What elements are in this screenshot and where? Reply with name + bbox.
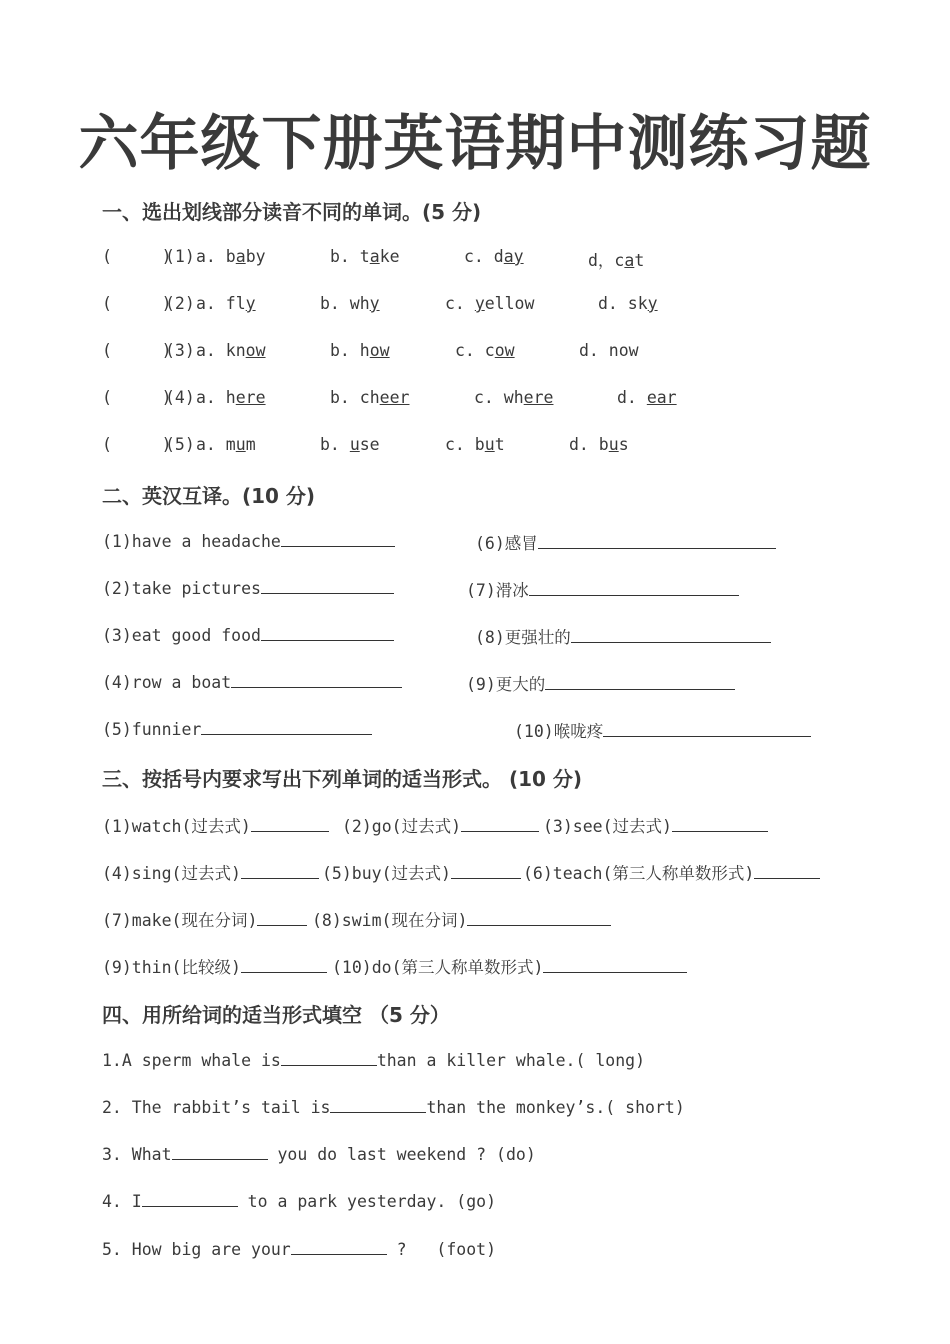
- answer-blank[interactable]: [281, 1049, 377, 1066]
- answer-blank[interactable]: [261, 624, 394, 641]
- option-a: a. mum: [196, 435, 256, 454]
- answer-blank[interactable]: [172, 1143, 268, 1160]
- translation-item: (6)感冒: [475, 530, 776, 554]
- option-b: b. use: [320, 435, 380, 454]
- answer-blank[interactable]: [261, 577, 394, 594]
- question-number: (5): [165, 435, 195, 454]
- word-form-item: (6)teach(第三人称单数形式): [523, 860, 820, 884]
- answer-blank[interactable]: [251, 815, 329, 832]
- fill-blank-item: 4. I to a park yesterday. (go): [102, 1192, 497, 1211]
- word-form-item: (8)swim(现在分词): [312, 907, 611, 931]
- translation-item: (5)funnier: [102, 718, 372, 739]
- word-form-item: (5)buy(过去式): [322, 860, 521, 884]
- option-c: c. cow: [455, 341, 515, 360]
- translation-item: (10)喉咙疼: [514, 718, 811, 742]
- translation-item: (2)take pictures: [102, 577, 394, 598]
- option-a: a. baby: [196, 247, 266, 266]
- question-number: (2): [165, 294, 195, 313]
- translation-item: (7)滑冰: [466, 577, 739, 601]
- option-a: a. know: [196, 341, 266, 360]
- option-a: a. here: [196, 388, 266, 407]
- answer-blank[interactable]: [241, 956, 327, 973]
- option-c: c. yellow: [445, 294, 535, 313]
- answer-bracket[interactable]: ( ): [102, 388, 172, 407]
- answer-blank[interactable]: [529, 579, 739, 596]
- question-number: (3): [165, 341, 195, 360]
- answer-blank[interactable]: [231, 671, 402, 688]
- word-form-item: (7)make(现在分词): [102, 907, 307, 931]
- answer-bracket[interactable]: ( ): [102, 341, 172, 360]
- option-a: a. fly: [196, 294, 256, 313]
- answer-blank[interactable]: [291, 1238, 387, 1255]
- answer-blank[interactable]: [201, 718, 372, 735]
- answer-blank[interactable]: [451, 862, 521, 879]
- answer-blank[interactable]: [545, 673, 735, 690]
- answer-blank[interactable]: [330, 1096, 426, 1113]
- translation-item: (1)have a headache: [102, 530, 395, 551]
- fill-blank-item: 2. The rabbit’s tail is than the monkey’s.( short): [102, 1098, 685, 1117]
- section-4-heading: 四、用所给词的适当形式填空 （5 分）: [102, 1003, 450, 1027]
- option-d: d. bus: [569, 435, 629, 454]
- option-d: d. sky: [598, 294, 658, 313]
- answer-blank[interactable]: [672, 815, 768, 832]
- answer-blank[interactable]: [142, 1190, 238, 1207]
- option-b: b. cheer: [330, 388, 410, 407]
- page-title: 六年级下册英语期中测练习题: [78, 109, 872, 179]
- option-b: b. why: [320, 294, 380, 313]
- section-1-heading: 一、选出划线部分读音不同的单词。(5 分): [102, 200, 482, 224]
- answer-blank[interactable]: [754, 862, 820, 879]
- option-b: b. take: [330, 247, 400, 266]
- option-d: d. now: [579, 341, 639, 360]
- translation-item: (8)更强壮的: [475, 624, 771, 648]
- word-form-item: (3)see(过去式): [543, 813, 768, 837]
- answer-blank[interactable]: [257, 909, 307, 926]
- translation-item: (4)row a boat: [102, 671, 402, 692]
- answer-blank[interactable]: [281, 530, 395, 547]
- option-d: d. ear: [617, 388, 677, 407]
- answer-bracket[interactable]: ( ): [102, 435, 172, 454]
- option-c: c. but: [445, 435, 505, 454]
- word-form-item: (9)thin(比较级): [102, 954, 327, 978]
- option-b: b. how: [330, 341, 390, 360]
- answer-blank[interactable]: [543, 956, 687, 973]
- word-form-item: (10)do(第三人称单数形式): [332, 954, 687, 978]
- answer-blank[interactable]: [467, 909, 611, 926]
- question-number: (1): [165, 247, 195, 266]
- answer-bracket[interactable]: ( ): [102, 294, 172, 313]
- fill-blank-item: 3. What you do last weekend ? (do): [102, 1145, 536, 1164]
- fill-blank-item: 5. How big are your ? (foot): [102, 1240, 497, 1259]
- answer-blank[interactable]: [571, 626, 771, 643]
- question-number: (4): [165, 388, 195, 407]
- translation-item: (9)更大的: [466, 671, 735, 695]
- word-form-item: (1)watch(过去式): [102, 813, 329, 837]
- fill-blank-item: 1.A sperm whale is than a killer whale.( long): [102, 1051, 646, 1070]
- answer-blank[interactable]: [461, 815, 539, 832]
- word-form-item: (4)sing(过去式): [102, 860, 319, 884]
- section-3-heading: 三、按括号内要求写出下列单词的适当形式。 (10 分): [102, 767, 583, 791]
- answer-blank[interactable]: [538, 532, 776, 549]
- section-2-heading: 二、英汉互译。(10 分): [102, 484, 316, 508]
- word-form-item: (2)go(过去式): [342, 813, 539, 837]
- answer-blank[interactable]: [603, 720, 811, 737]
- answer-blank[interactable]: [241, 862, 319, 879]
- translation-item: (3)eat good food: [102, 624, 394, 645]
- option-c: c. day: [464, 247, 524, 266]
- option-c: c. where: [474, 388, 554, 407]
- answer-bracket[interactable]: ( ): [102, 247, 172, 266]
- option-d: d，cat: [588, 251, 645, 270]
